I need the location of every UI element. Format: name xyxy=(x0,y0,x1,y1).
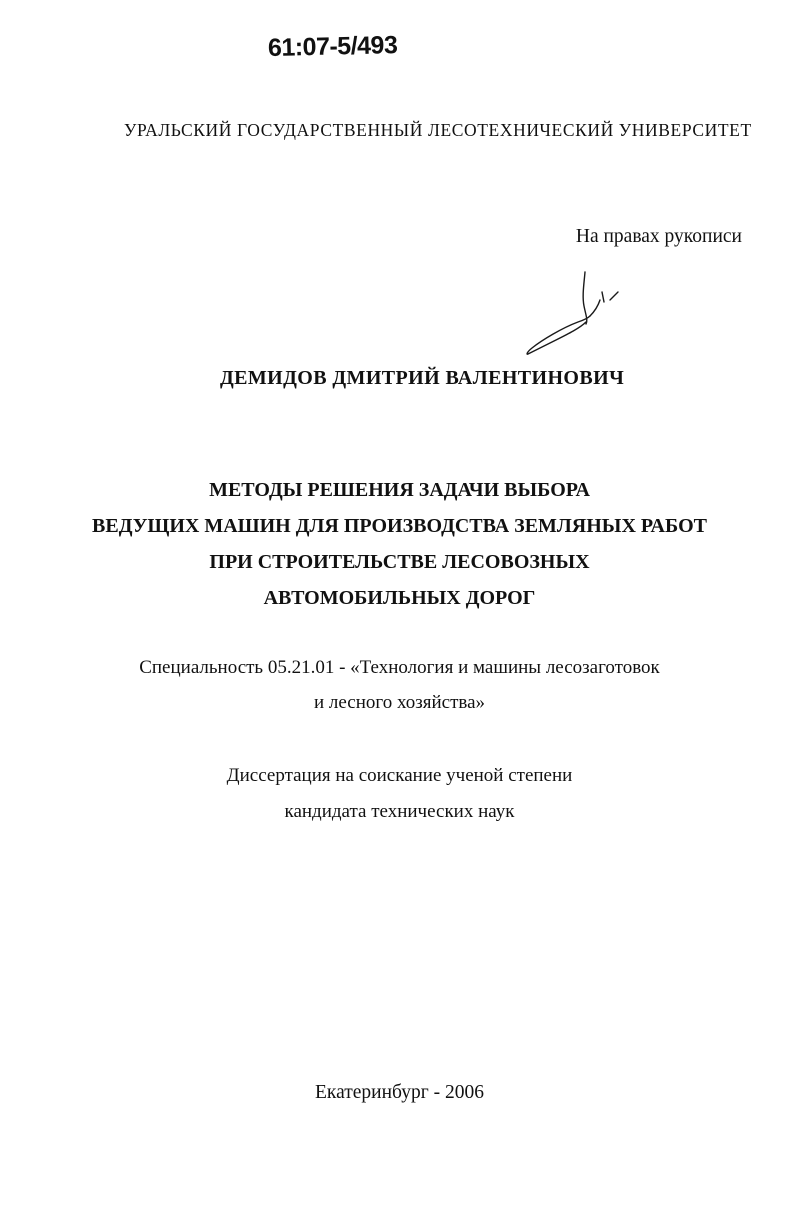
title-line: МЕТОДЫ РЕШЕНИЯ ЗАДАЧИ ВЫБОРА xyxy=(209,479,590,501)
degree-line: Диссертация на соискание ученой степени xyxy=(226,765,573,786)
manuscript-rights-note: На правах рукописи xyxy=(575,226,742,247)
title-line: ПРИ СТРОИТЕЛЬСТВЕ ЛЕСОВОЗНЫХ xyxy=(209,551,590,573)
degree-line: кандидата технических наук xyxy=(284,801,515,822)
author-name: ДЕМИДОВ ДМИТРИЙ ВАЛЕНТИНОВИЧ xyxy=(220,367,625,389)
specialty-line: и лесного хозяйства» xyxy=(313,692,486,713)
dissertation-title xyxy=(0,472,799,616)
signature-icon xyxy=(518,262,628,360)
university-name: УРАЛЬСКИЙ ГОСУДАРСТВЕННЫЙ ЛЕСОТЕХНИЧЕСКИЙ УНИВЕРСИТЕТ xyxy=(124,120,752,140)
archive-code: 61:07-5/493 xyxy=(267,31,398,62)
degree-statement xyxy=(0,758,799,830)
title-line: ВЕДУЩИХ МАШИН ДЛЯ ПРОИЗВОДСТВА ЗЕМЛЯНЫХ РАБОТ xyxy=(92,515,707,537)
specialty-line: Специальность 05.21.01 - «Технология и машины лесозаготовок xyxy=(139,657,660,678)
city-year: Екатеринбург - 2006 xyxy=(315,1082,484,1103)
specialty xyxy=(0,650,799,720)
title-line: АВТОМОБИЛЬНЫХ ДОРОГ xyxy=(263,587,536,609)
